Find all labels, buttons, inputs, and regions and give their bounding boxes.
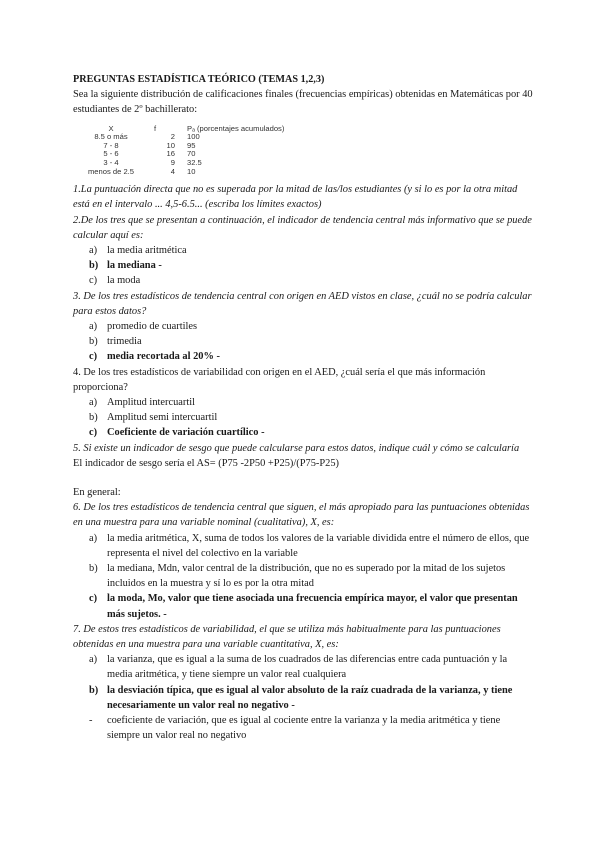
question-7-options xyxy=(73,652,535,743)
option-label: a) xyxy=(89,532,98,544)
option-item-selected xyxy=(73,258,535,273)
table-header: Pₐ (porcentajes acumulados) xyxy=(187,123,285,133)
option-text: Amplitud intercuartil xyxy=(107,397,196,409)
spacer xyxy=(73,471,535,485)
table-cell: 2 xyxy=(170,132,175,142)
question-4: 4. De los tres estadísticos de variabilidad con origen en el AED, ¿cuál sería el que más información proporciona? xyxy=(73,366,486,393)
option-text: coeficiente de variación, que es igual al cociente entre la varianza y la media aritmética y tiene siempre un valor real no negativo xyxy=(107,715,501,742)
question-5: 5. Si existe un indicador de sesgo que puede calcularse para estos datos, indique cuál y cómo se calcularía xyxy=(73,442,520,454)
option-item xyxy=(73,319,535,334)
option-text: la mediana, Mdn, valor central de la distribución, que no es superado por la mitad de los sujetos incluidos en la muestra y sí lo es por la otra mitad xyxy=(107,563,506,590)
question-7: 7. De estos tres estadísticos de variabilidad, el que se utiliza más habitualmente para las puntuaciones obtenidas en una muestra para una variable cuantitativa, X, es: xyxy=(73,623,501,651)
table-cell: 70 xyxy=(187,149,196,159)
option-label: b) xyxy=(89,684,99,696)
question-3: 3. De los tres estadísticos de tendencia central con origen en AED vistos en clase, ¿cuál no se podría calcular para estos datos? xyxy=(73,290,532,317)
table-cell: 7 - 8 xyxy=(103,140,119,150)
option-item xyxy=(73,531,535,561)
question-5-answer: El indicador de sesgo sería el AS= (P75 -2P50 +P25)/(P75-P25) xyxy=(73,457,339,469)
table-header: X xyxy=(108,123,114,133)
option-item xyxy=(73,410,535,425)
option-item xyxy=(73,652,535,682)
option-label: a) xyxy=(89,654,98,666)
option-item-selected xyxy=(73,425,535,440)
table-cell: 8.5 o más xyxy=(94,132,128,142)
table-row xyxy=(87,168,284,177)
question-6: 6. De los tres estadísticos de tendencia central que siguen, el más apropiado para las puntuaciones obtenidas en una muestra para una variable nominal (cualitativa), X, es: xyxy=(73,502,530,529)
option-label: c) xyxy=(89,275,98,287)
option-item xyxy=(73,395,535,410)
table-header: f xyxy=(153,123,157,133)
table-cell: 4 xyxy=(170,166,175,176)
table-cell: 10 xyxy=(187,166,196,176)
section-heading: En general: xyxy=(73,487,121,499)
question-4-options xyxy=(73,395,535,441)
option-label: c) xyxy=(89,593,98,605)
option-item xyxy=(73,713,535,743)
table-cell: menos de 2.5 xyxy=(87,166,134,176)
table-cell: 9 xyxy=(170,157,175,167)
intro-text: Sea la siguiente distribución de calificaciones finales (frecuencias empíricas) obtenidas en Matemáticas por 40 estudiantes de 2º bachillerato: xyxy=(73,89,533,116)
table-cell: 100 xyxy=(187,132,200,142)
table-cell: 32.5 xyxy=(187,157,202,167)
question-3-options xyxy=(73,319,535,365)
option-item xyxy=(73,561,535,591)
option-text: la mediana - xyxy=(107,260,162,272)
option-text: la media aritmética xyxy=(107,244,187,256)
option-text: media recortada al 20% - xyxy=(107,351,220,363)
option-label: a) xyxy=(89,321,98,332)
table-cell: 16 xyxy=(166,149,175,159)
table-cell: 10 xyxy=(166,140,175,150)
option-label: b) xyxy=(89,260,99,272)
option-text: la desviación típica, que es igual al valor absoluto de la raíz cuadrada de la varianza, y tiene necesariamente un valor real no negativo - xyxy=(107,684,513,711)
option-text: Amplitud semi intercuartil xyxy=(107,412,218,424)
option-text: trimedia xyxy=(107,336,142,348)
option-item xyxy=(73,243,535,258)
table-cell: 5 - 6 xyxy=(103,149,119,159)
option-label: a) xyxy=(89,397,98,409)
option-item-selected xyxy=(73,683,535,713)
question-6-options xyxy=(73,531,535,622)
question-2: 2.De los tres que se presentan a continuación, el indicador de tendencia central más informativo que se puede calcular aquí es: xyxy=(73,214,532,241)
option-label: - xyxy=(89,715,93,727)
table-cell: 3 - 4 xyxy=(103,157,119,167)
option-text: la moda, Mo, valor que tiene asociada una frecuencia empírica mayor, el valor que presentan más sujetos. - xyxy=(107,593,518,620)
option-text: la varianza, que es igual a la suma de los cuadrados de las diferencias entre cada puntuación y la media aritmética, y tiene siempre un valor real cualquiera xyxy=(107,654,508,681)
question-2-options xyxy=(73,243,535,289)
option-item xyxy=(73,273,535,288)
table-cell: 95 xyxy=(187,140,196,150)
option-text: promedio de cuartiles xyxy=(107,321,198,332)
document-title: PREGUNTAS ESTADÍSTICA TEÓRICO (TEMAS 1,2,3) xyxy=(73,74,325,85)
option-label: a) xyxy=(89,244,98,256)
option-label: b) xyxy=(89,563,98,575)
document-page xyxy=(73,72,535,743)
question-1: 1.La puntuación directa que no es superada por la mitad de las/los estudiantes (y si lo es por la otra mitad está en el intervalo ... 4,5-6.5... (escriba los límites exactos) xyxy=(73,184,518,211)
option-text: la media aritmética, X, suma de todos los valores de la variable dividida entre el número de ellos, que representa el nivel del colectivo en la variable xyxy=(107,532,530,559)
option-text: la moda xyxy=(107,275,141,287)
option-label: b) xyxy=(89,336,98,348)
frequency-table xyxy=(87,125,284,177)
option-item xyxy=(73,334,535,349)
option-label: c) xyxy=(89,351,98,363)
option-item-selected xyxy=(73,591,535,621)
option-label: c) xyxy=(89,427,98,439)
option-text: Coeficiente de variación cuartílico - xyxy=(107,427,265,439)
option-label: b) xyxy=(89,412,98,424)
option-item-selected xyxy=(73,349,535,364)
